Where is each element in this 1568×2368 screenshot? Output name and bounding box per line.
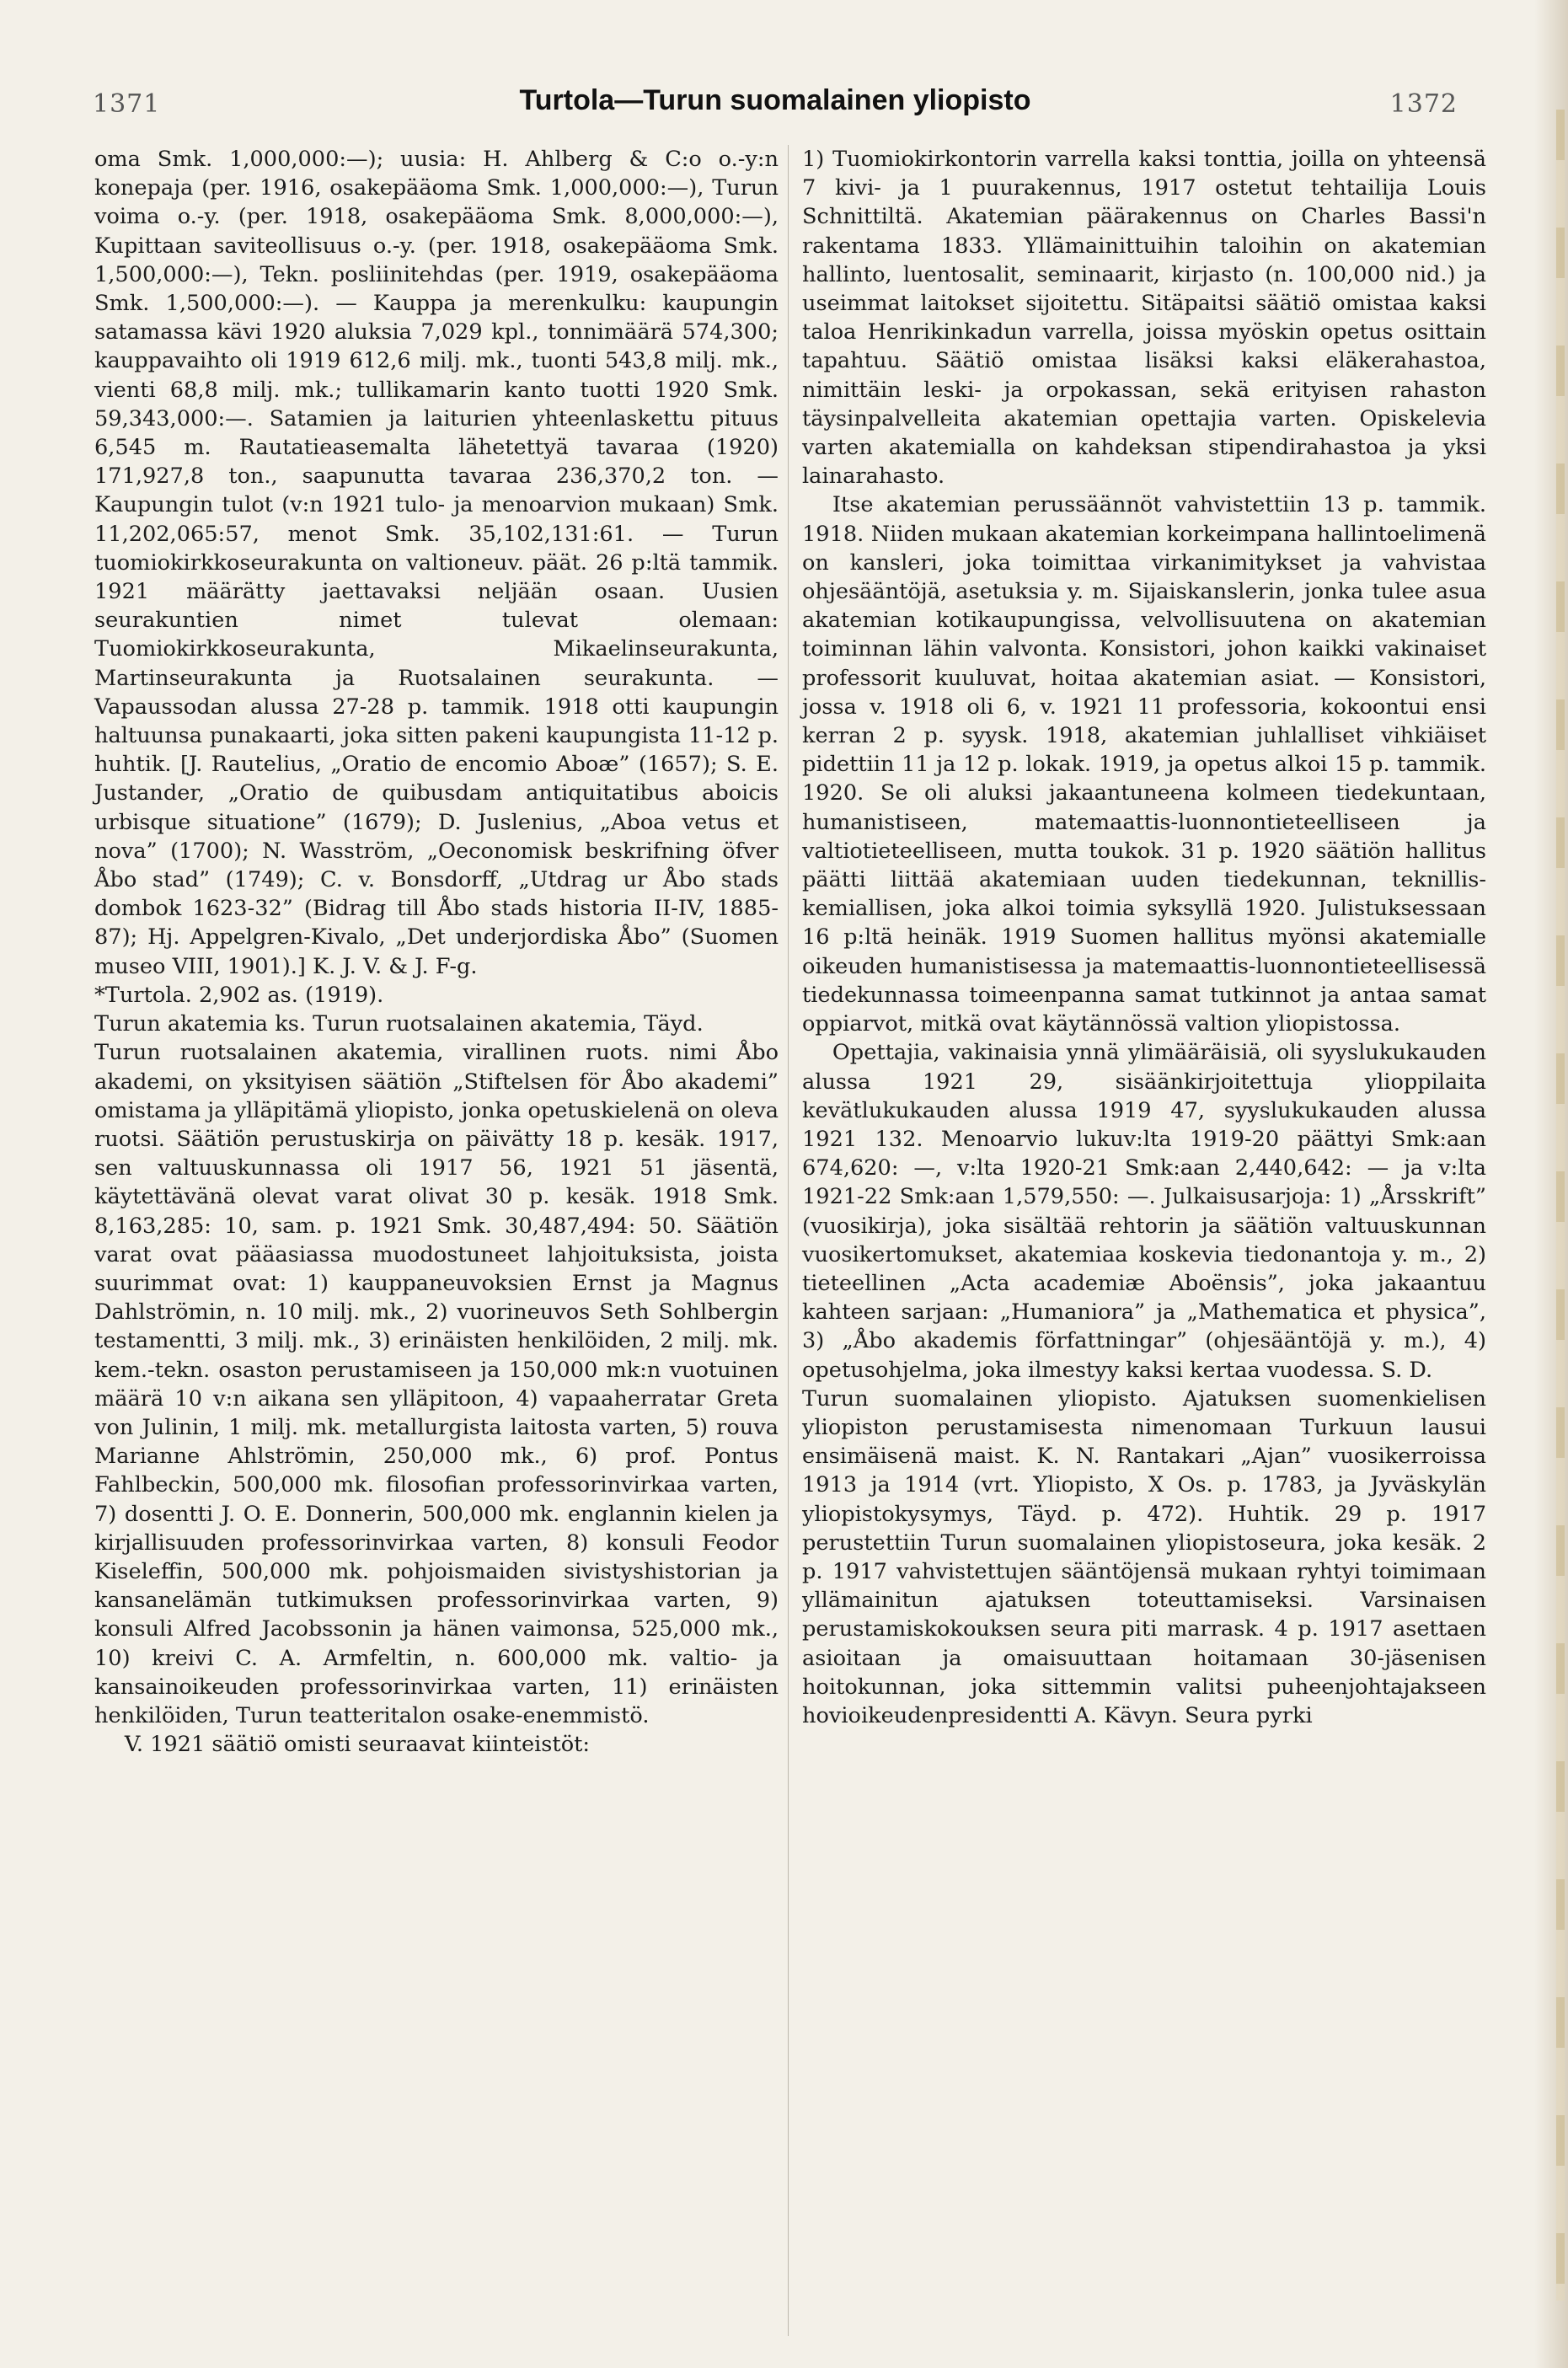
page-title: Turtola—Turun suomalainen yliopisto	[519, 84, 1031, 116]
left-column	[94, 145, 779, 1759]
page-edge-stain	[1556, 110, 1565, 2301]
page-number-right: 1372	[1389, 89, 1458, 119]
page-number-left: 1371	[93, 89, 161, 119]
right-column	[802, 145, 1486, 1730]
column-divider	[788, 145, 789, 2336]
paragraph-properties: 1) Tuomiokirkontorin varrella kaksi tonttia, joilla on yhteensä 7 kivi- ja 1 puurakennus, 1917 ostetut tehtailija Louis Schnittiltä. Akatemian päärakennus on Charles Bassi'n rakentama 1833. Yllämainittuihin taloihin on akatemian hallinto, luentosalit, seminaarit, kirjasto (n. 100,000 nid.) ja useimmat laitokset sijoitettu. Sitäpaitsi säätiö omistaa kaksi taloa Henrikinkadun varrella, joissa myöskin opetus osittain tapahtuu. Säätiö omistaa lisäksi kaksi eläkerahastoa, nimittäin leski- ja orpokassan, sekä erityisen rahaston täysinpalvelleita akatemian opettajia varten. Opiskelevia varten akatemialla on kahdeksan stipendirahastoa ja yksi lainarahasto.	[802, 147, 1486, 490]
entry-turun-akatemia: Turun akatemia ks. Turun ruotsalainen akatemia, Täyd.	[94, 1011, 704, 1037]
entry-turun-ruotsalainen-akatemia: Turun ruotsalainen akatemia, virallinen ruots. nimi Åbo akademi, on yksityisen säätiön „Stiftelsen för Åbo akademi” omistama ja ylläpitämä yliopisto, jonka opetuskielenä on oleva ruotsi. Säätiön perustuskirja on päivätty 18 p. kesäk. 1917, sen valtuuskunnassa oli 1917 56, 1921 51 jäsentä, käytettävänä olevat varat olivat 30 p. kesäk. 1918 Smk. 8,163,285: 10, sam. p. 1921 Smk. 30,487,494: 50. Säätiön varat ovat pääasiassa muodostuneet lahjoituksista, joista suurimmat ovat: 1) kauppaneuvoksien Ernst ja Magnus Dahlströmin, n. 10 milj. mk., 2) vuorineuvos Seth Sohlbergin testamentti, 3 milj. mk., 3) erinäisten henkilöiden, 2 milj. mk. kem.-tekn. osaston perustamiseen ja 150,000 mk:n vuotuinen määrä 10 v:n aikana sen ylläpitoon, 4) vapaaherratar Greta von Julinin, 1 milj. mk. metallurgista laitosta varten, 5) rouva Marianne Ahlströmin, 250,000 mk., 6) prof. Pontus Fahlbeckin, 500,000 mk. filosofian professorinvirkaa varten, 7) dosentti J. O. E. Donnerin, 500,000 mk. englannin kielen ja kirjallisuuden professorinvirkaa varten, 8) konsuli Feodor Kiseleffin, 500,000 mk. pohjoismaiden sivistyshistorian ja kansanelämän tutkimuksen professorinvirkaa varten, 9) konsuli Alfred Jacobssonin ja hänen vaimonsa, 525,000 mk., 10) kreivi C. A. Armfeltin, n. 600,000 mk. valtio- ja kansainoikeuden professorinvirkaa varten, 11) erinäisten henkilöiden, Turun teatteritalon osake-enemmistö.	[94, 1040, 779, 1728]
paragraph-turku-economy: oma Smk. 1,000,000:—); uusia: H. Ahlberg & C:o o.-y:n konepaja (per. 1916, osakepääoma Smk. 1,000,000:—), Turun voima o.-y. (per. 1918, osakepääoma Smk. 8,000,000:—), Kupittaan saviteollisuus o.-y. (per. 1918, osakepääoma Smk. 1,500,000:—), Tekn. posliinitehdas (per. 1919, osakepääoma Smk. 1,500,000:—). — Kauppa ja merenkulku: kaupungin satamassa kävi 1920 aluksia 7,029 kpl., tonnimäärä 574,300; kauppavaihto oli 1919 612,6 milj. mk., tuonti 543,8 milj. mk., vienti 68,8 milj. mk.; tullikamarin kanto tuotti 1920 Smk. 59,343,000:—. Satamien ja laiturien yhteenlaskettu pituus 6,545 m. Rautatieasemalta lähetettyä tavaraa (1920) 171,927,8 ton., saapunutta tavaraa 236,370,2 ton. — Kaupungin tulot (v:n 1921 tulo- ja menoarvion mukaan) Smk. 11,202,065:57, menot Smk. 35,102,131:61. — Turun tuomiokirkkoseurakunta on valtioneuv. päät. 26 p:ltä tammik. 1921 määrätty jaettavaksi neljään osaan. Uusien seurakuntien nimet tulevat olemaan: Tuomiokirkkoseurakunta, Mikaelinseurakunta, Martinseurakunta ja Ruotsalainen seurakunta. — Vapaussodan alussa 27-28 p. tammik. 1918 otti kaupungin haltuunsa punakaarti, joka sitten pakeni kaupungista 11-12 p. huhtik. [J. Rautelius, „Oratio de encomio Aboæ” (1657); S. E. Justander, „Oratio de quibusdam antiquitatibus aboicis urbisque situatione” (1679); D. Juslenius, „Aboa vetus et nova” (1700); N. Wasström, „Oeconomisk beskrifning öfver Åbo stad” (1749); C. v. Bonsdorff, „Utdrag ur Åbo stads dombok 1623-32” (Bidrag till Åbo stads historia II-IV, 1885-87); Hj. Appelgren-Kivalo, „Det underjordiska Åbo” (Suomen museo VIII, 1901).] K. J. V. & J. F-g.	[94, 147, 779, 979]
paragraph-properties-intro: V. 1921 säätiö omisti seuraavat kiinteistöt:	[124, 1732, 591, 1758]
entry-turun-suomalainen-yliopisto: Turun suomalainen yliopisto. Ajatuksen suomenkielisen yliopiston perustamisesta nimenomaan Turkuun lausui ensimäisenä maist. K. N. Rantakari „Ajan” vuosikerroissa 1913 ja 1914 (vrt. Yliopisto, X Os. p. 1783, ja Jyväskylän yliopistokysymys, Täyd. p. 472). Huhtik. 29 p. 1917 perustettiin Turun suomalainen yliopistoseura, joka kesäk. 2 p. 1917 vahvistettujen sääntöjensä mukaan ryhtyi toimimaan yllämainitun ajatuksen toteuttamiseksi. Varsinaisen perustamiskokouksen seura piti marrask. 4 p. 1917 asettaen asioitaan ja omaisuuttaan hoitamaan 30-jäsenisen hoitokunnan, joka sittemmin valitsi puheenjohtajakseen hovioikeudenpresidentti A. Kävyn. Seura pyrki	[802, 1385, 1486, 1728]
paragraph-statutes: Itse akatemian perussäännöt vahvistettiin 13 p. tammik. 1918. Niiden mukaan akatemian korkeimpana hallintoelimenä on kansleri, joka toimittaa virkanimitykset ja vahvistaa ohjesääntöjä, asetuksia y. m. Sijaiskanslerin, jonka tulee asua akatemian kotikaupungissa, velvollisuutena on akatemian toiminnan lähin valvonta. Konsistori, johon kaikki vakinaiset professorit kuuluvat, hoitaa akatemian asiat. — Konsistori, jossa v. 1918 oli 6, v. 1921 11 professoria, kokoontui ensi kerran 2 p. syysk. 1918, akatemian juhlalliset vihkiäiset pidettiin 11 ja 12 p. lokak. 1919, ja opetus alkoi 15 p. tammik. 1920. Se oli aluksi jakaantuneena kolmeen tiedekuntaan, humanistiseen, matemaattis-luonnontieteelliseen ja valtiotieteelliseen, mutta toukok. 31 p. 1920 säätiön hallitus päätti liittää akatemiaan uuden tiedekunnan, teknillis-kemiallisen, joka alkoi toimia syksyllä 1920. Julistuksessaan 16 p:ltä heinäk. 1919 Suomen hallitus myönsi akatemialle oikeuden humanistisessa ja matemaattis-luonnontieteellisessä tiedekunnassa toimeenpanna samat tutkinnot ja antaa samat oppiarvot, mitkä ovat käytännössä valtion yliopistossa.	[802, 492, 1486, 1037]
entry-turtola: *Turtola. 2,902 as. (1919).	[94, 982, 384, 1008]
page-header	[93, 84, 1458, 126]
paragraph-teachers-budget: Opettajia, vakinaisia ynnä ylimääräisiä, oli syyslukukauden alussa 1921 29, sisäänkirjoitettuja ylioppilaita kevätlukukauden alussa 1919 47, syyslukukauden alussa 1921 132. Menoarvio lukuv:lta 1919-20 päättyi Smk:aan 674,620: —, v:lta 1920-21 Smk:aan 2,440,642: — ja v:lta 1921-22 Smk:aan 1,579,550: —. Julkaisusarjoja: 1) „Årsskrift” (vuosikirja), joka sisältää rehtorin ja säätiön valtuuskunnan vuosikertomukset, akatemiaa koskevia tiedonantoja y. m., 2) tieteellinen „Acta academiæ Aboënsis”, joka jakaantuu kahteen sarjaan: „Humaniora” ja „Mathematica et physica”, 3) „Åbo akademis författningar” (ohjesääntöjä y. m.), 4) opetusohjelma, joka ilmestyy kaksi kertaa vuodessa. S. D.	[802, 1040, 1486, 1383]
